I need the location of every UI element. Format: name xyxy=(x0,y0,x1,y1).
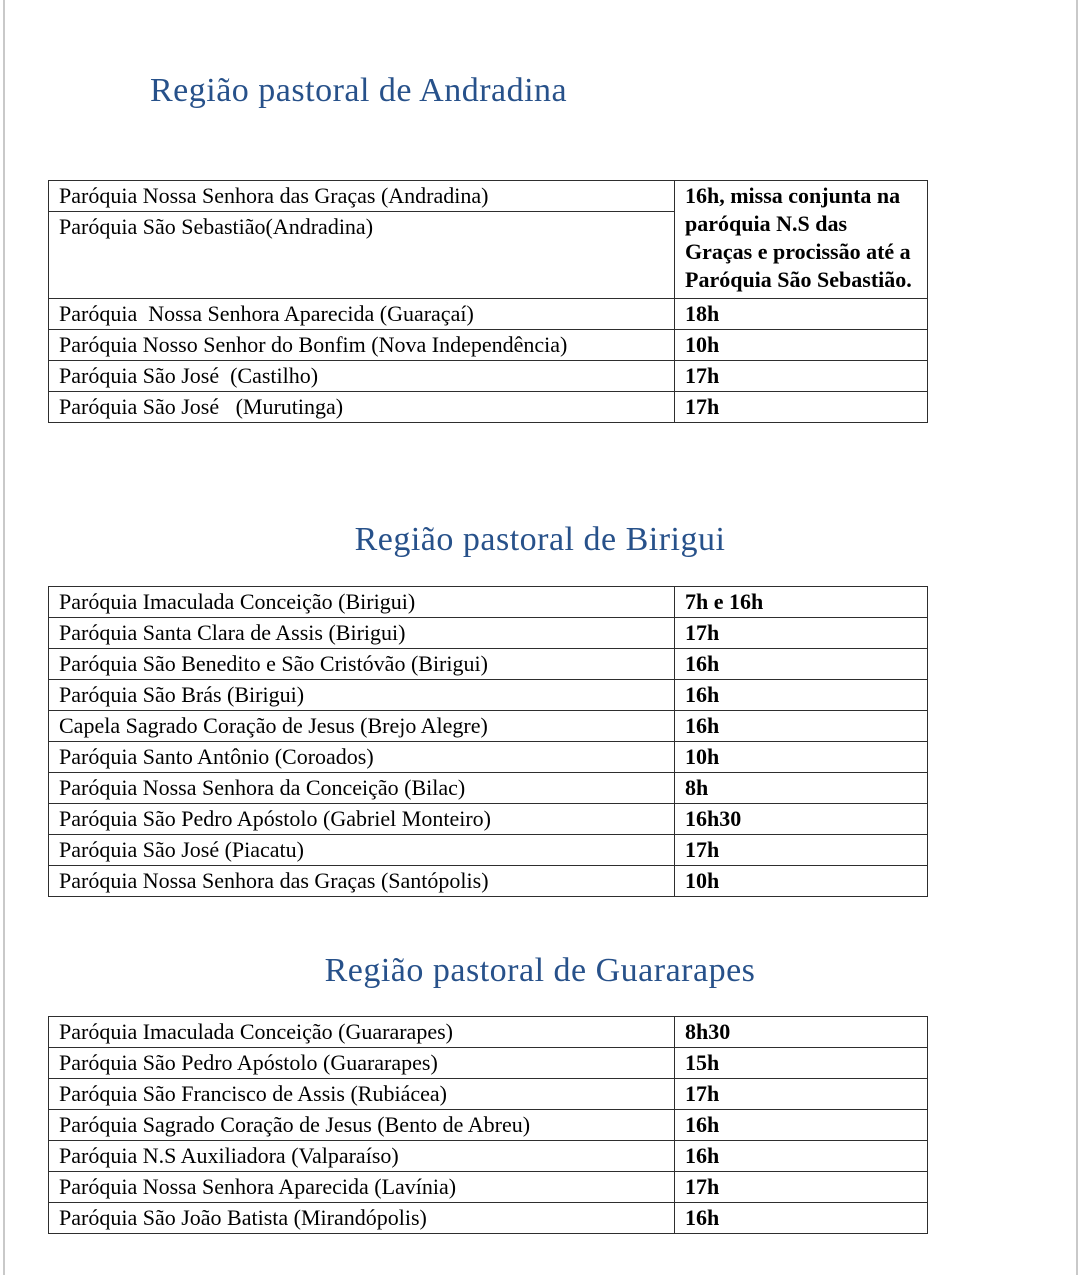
section-title-birigui: Região pastoral de Birigui xyxy=(354,521,726,558)
table-row xyxy=(49,835,928,866)
parish-cell: Paróquia Nossa Senhora Aparecida (Guaraçaí) xyxy=(49,299,675,330)
table-row xyxy=(49,361,928,392)
table-row xyxy=(49,618,928,649)
table-row xyxy=(49,1203,928,1234)
time-cell: 10h xyxy=(675,330,928,361)
time-cell: 16h xyxy=(675,1203,928,1234)
parish-cell: Paróquia Imaculada Conceição (Guararapes) xyxy=(49,1017,675,1048)
time-cell: 7h e 16h xyxy=(675,587,928,618)
page-edge-line-left xyxy=(3,0,5,1275)
parish-cell: Paróquia São Pedro Apóstolo (Gabriel Monteiro) xyxy=(49,804,675,835)
parish-cell: Paróquia São Francisco de Assis (Rubiácea) xyxy=(49,1079,675,1110)
time-cell: 17h xyxy=(675,392,928,423)
schedule-table-guararapes xyxy=(48,1016,928,1234)
parish-cell: Paróquia São José (Castilho) xyxy=(49,361,675,392)
time-cell: 16h xyxy=(675,680,928,711)
parish-cell: Paróquia São Sebastião(Andradina) xyxy=(49,212,675,299)
parish-cell: Paróquia Santa Clara de Assis (Birigui) xyxy=(49,618,675,649)
time-cell: 16h xyxy=(675,1110,928,1141)
time-cell-merged: 16h, missa conjunta na paróquia N.S das Graças e procissão até a Paróquia São Sebastião. xyxy=(675,181,928,299)
time-cell: 8h xyxy=(675,773,928,804)
parish-cell: Paróquia N.S Auxiliadora (Valparaíso) xyxy=(49,1141,675,1172)
schedule-table-birigui xyxy=(48,586,928,897)
table-row xyxy=(49,804,928,835)
schedule-table-andradina xyxy=(48,180,928,423)
table-row xyxy=(49,587,928,618)
table-row xyxy=(49,1172,928,1203)
parish-cell: Paróquia São José (Murutinga) xyxy=(49,392,675,423)
parish-cell: Paróquia Nossa Senhora Aparecida (Lavínia) xyxy=(49,1172,675,1203)
table-row xyxy=(49,773,928,804)
time-cell: 16h xyxy=(675,1141,928,1172)
parish-cell: Paróquia Sagrado Coração de Jesus (Bento de Abreu) xyxy=(49,1110,675,1141)
table-row xyxy=(49,680,928,711)
table-row xyxy=(49,649,928,680)
time-cell: 17h xyxy=(675,1172,928,1203)
time-cell: 17h xyxy=(675,835,928,866)
page-edge-line-right xyxy=(1076,0,1078,1275)
table-row xyxy=(49,866,928,897)
table-row xyxy=(49,1048,928,1079)
time-cell: 18h xyxy=(675,299,928,330)
time-cell: 10h xyxy=(675,742,928,773)
parish-cell: Paróquia Nossa Senhora das Graças (Santópolis) xyxy=(49,866,675,897)
parish-cell: Paróquia São José (Piacatu) xyxy=(49,835,675,866)
parish-cell: Paróquia Nossa Senhora da Conceição (Bilac) xyxy=(49,773,675,804)
time-cell: 17h xyxy=(675,1079,928,1110)
parish-cell: Paróquia Nossa Senhora das Graças (Andradina) xyxy=(49,181,675,212)
table-row xyxy=(49,181,928,212)
table-row xyxy=(49,742,928,773)
parish-cell: Paróquia Imaculada Conceição (Birigui) xyxy=(49,587,675,618)
table-row xyxy=(49,1110,928,1141)
parish-cell: Paróquia Nosso Senhor do Bonfim (Nova Independência) xyxy=(49,330,675,361)
parish-cell: Paróquia Santo Antônio (Coroados) xyxy=(49,742,675,773)
table-row xyxy=(49,330,928,361)
time-cell: 17h xyxy=(675,618,928,649)
table-row xyxy=(49,392,928,423)
time-cell: 17h xyxy=(675,361,928,392)
time-cell: 16h xyxy=(675,711,928,742)
time-cell: 15h xyxy=(675,1048,928,1079)
table-row xyxy=(49,1017,928,1048)
table-row xyxy=(49,299,928,330)
parish-cell: Paróquia São Benedito e São Cristóvão (Birigui) xyxy=(49,649,675,680)
parish-cell: Paróquia São Brás (Birigui) xyxy=(49,680,675,711)
section-title-guararapes: Região pastoral de Guararapes xyxy=(324,952,756,989)
time-cell: 10h xyxy=(675,866,928,897)
time-cell: 8h30 xyxy=(675,1017,928,1048)
table-row xyxy=(49,711,928,742)
parish-cell: Paróquia São João Batista (Mirandópolis) xyxy=(49,1203,675,1234)
section-title-andradina: Região pastoral de Andradina xyxy=(150,72,568,109)
table-row xyxy=(49,1141,928,1172)
time-cell: 16h xyxy=(675,649,928,680)
table-row xyxy=(49,1079,928,1110)
parish-cell: Paróquia São Pedro Apóstolo (Guararapes) xyxy=(49,1048,675,1079)
parish-cell: Capela Sagrado Coração de Jesus (Brejo Alegre) xyxy=(49,711,675,742)
time-cell: 16h30 xyxy=(675,804,928,835)
